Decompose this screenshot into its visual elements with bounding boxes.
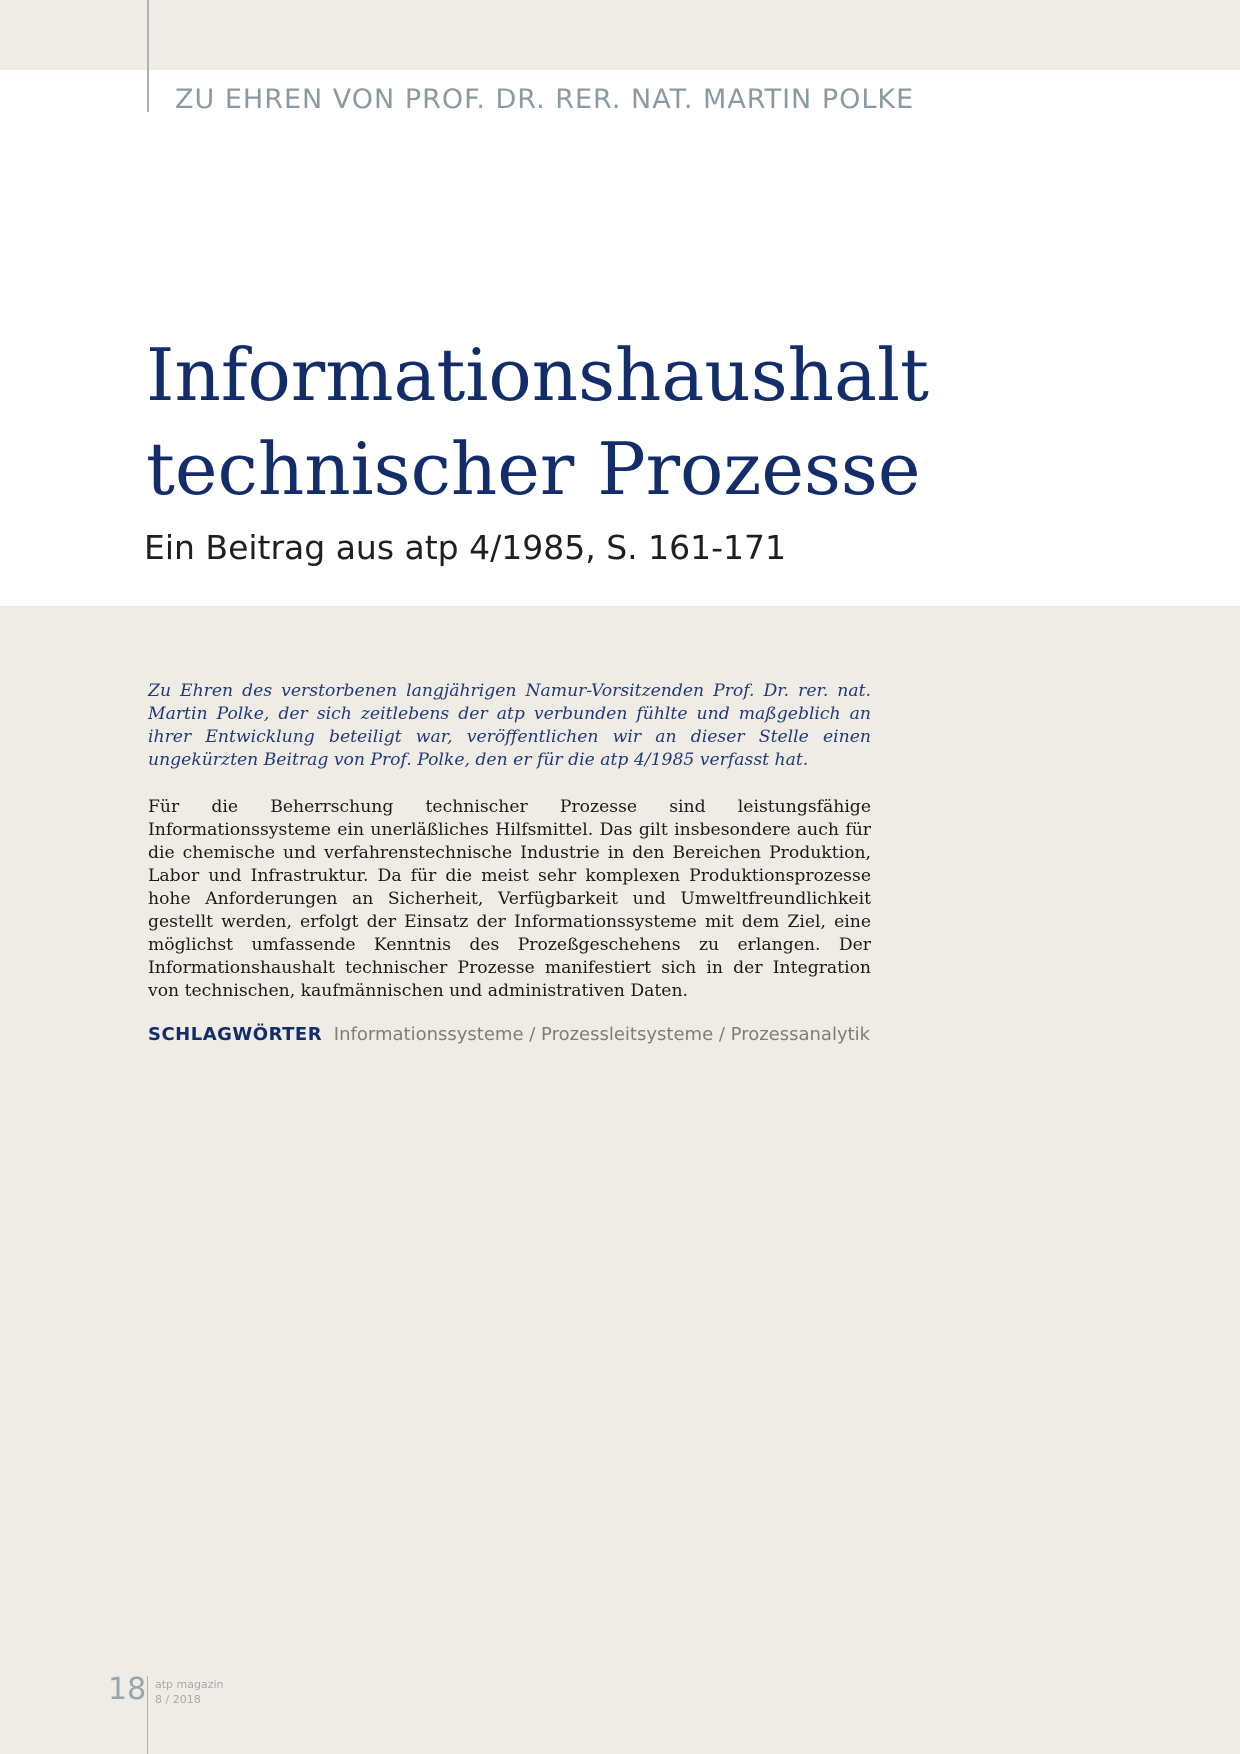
title-line-1: Informationshaushalt [146,333,929,417]
title-line-2: technischer Prozesse [146,427,921,511]
section-label: ZU EHREN VON PROF. DR. RER. NAT. MARTIN POLKE [175,84,915,115]
keywords-label: SCHLAGWÖRTER [148,1024,323,1045]
keywords-line [148,1024,870,1045]
article-subtitle: Ein Beitrag aus atp 4/1985, S. 161-171 [144,528,787,567]
magazine-name: atp magazin [155,1678,224,1691]
abstract-paragraph: Für die Beherrschung technischer Prozesse sind leistungsfähige Informationssysteme ein unerläßliches Hilfsmittel. Das gilt insbesondere auch für die chemische und verfahrenstechnische Industrie in den Bereichen Produktion, Labor und Infrastruktur. Da für die meist sehr komplexen Produktionsprozesse hohe Anforderungen an Sicherheit, Verfügbarkeit und Umweltfreundlichkeit gestellt werden, erfolgt der Einsatz der Informationssysteme mit dem Ziel, eine möglichst umfassende Kenntnis des Prozeßgeschehens zu erlangen. Der Informationshaushalt technischer Prozesse manifestiert sich in der Integration von technischen, kaufmännischen und administrativen Daten. [148,797,871,1001]
vertical-rule-bottom [147,1676,148,1754]
article-title [146,328,929,516]
keywords-values: Informationssysteme / Prozessleitsysteme / Prozessanalytik [333,1024,871,1045]
vertical-rule-top [147,0,149,112]
intro-paragraph: Zu Ehren des verstorbenen langjährigen Namur-Vorsitzenden Prof. Dr. rer. nat. Martin Polke, der sich zeitlebens der atp verbunden fühlte und maßgeblich an ihrer Entwicklung beteiligt war, veröffentlichen wir an dieser Stelle einen ungekürzten Beitrag von Prof. Polke, den er für die atp 4/1985 verfasst hat. [148,681,871,770]
page-number: 18 [108,1672,147,1707]
magazine-issue: 8 / 2018 [155,1693,201,1706]
